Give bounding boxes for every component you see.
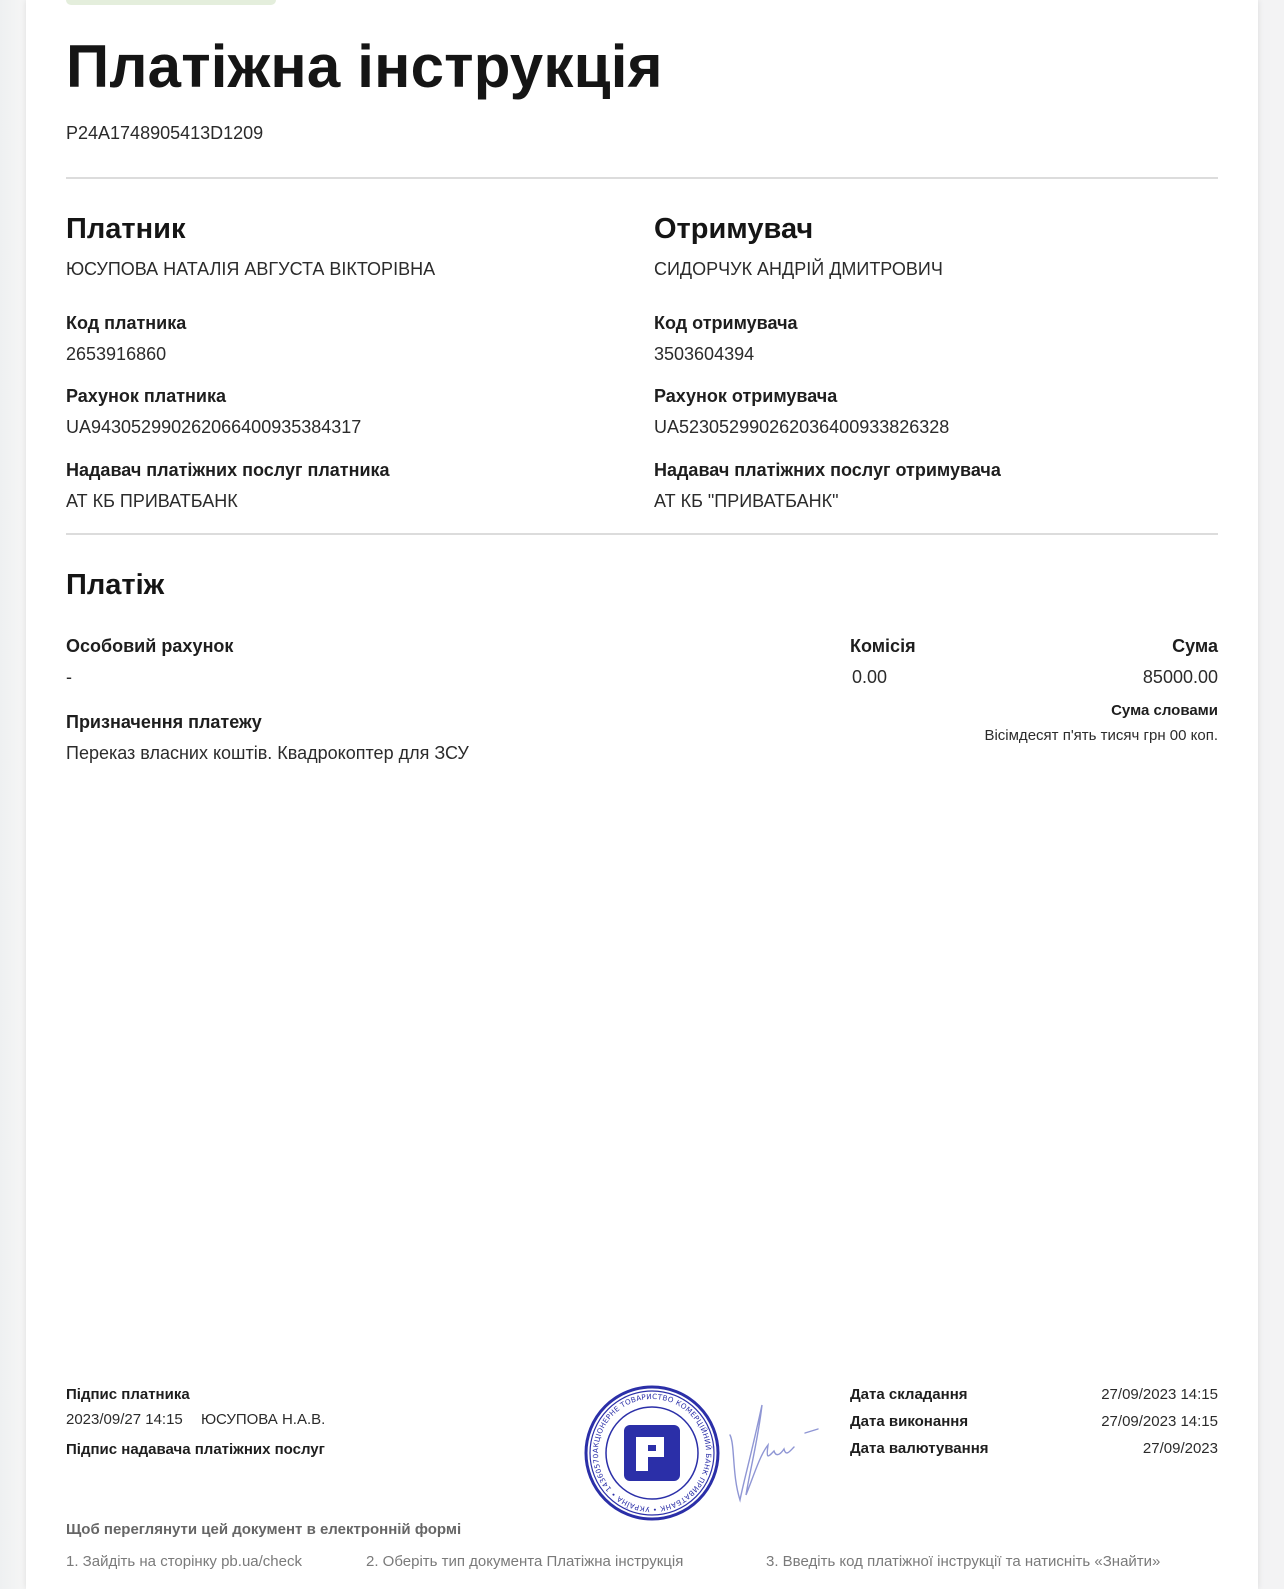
top-tab-decoration — [66, 0, 276, 5]
recipient-account-label: Рахунок отримувача — [654, 386, 838, 406]
recipient-heading: Отримувач — [654, 213, 814, 245]
date-value-value: 27/09/2023 — [1142, 1440, 1218, 1457]
document-title: Платіжна інструкція — [66, 33, 663, 100]
date-executed-label: Дата виконання — [850, 1413, 969, 1430]
commission-label: Комісія — [850, 636, 916, 656]
amount-value: 85000.00 — [1142, 667, 1218, 687]
personal-account-label: Особовий рахунок — [66, 636, 234, 656]
commission-value: 0.00 — [852, 667, 888, 687]
payer-signature-datetime: 2023/09/27 14:15 — [66, 1411, 183, 1428]
provider-signature-label: Підпис надавача платіжних послуг — [66, 1441, 325, 1458]
recipient-name: СИДОРЧУК АНДРІЙ ДМИТРОВИЧ — [654, 259, 943, 279]
purpose-label: Призначення платежу — [66, 712, 262, 732]
amount-label: Сума — [1172, 636, 1218, 656]
footer-step-3: 3. Введіть код платіжної інструкції та натисніть «Знайти» — [766, 1553, 1161, 1570]
stamp-text: АКЦІОНЕРНЕ ТОВАРИСТВО КОМЕРЦІЙНИЙ БАНК ПРИВАТБАНК • УКРАЇНА • 14360570 — [590, 1391, 714, 1515]
page-left-margin — [0, 0, 26, 1589]
footer-hint: Щоб переглянути цей документ в електронній формі — [66, 1521, 462, 1538]
divider-middle — [66, 533, 1218, 535]
payer-heading: Платник — [66, 213, 186, 245]
payer-name: ЮСУПОВА НАТАЛІЯ АВГУСТА ВІКТОРІВНА — [66, 259, 436, 279]
recipient-code: 3503604394 — [654, 344, 755, 364]
date-created-value: 27/09/2023 14:15 — [1101, 1386, 1218, 1403]
payer-code-label: Код платника — [66, 313, 187, 333]
bank-stamp-seal — [584, 1385, 720, 1521]
recipient-provider-label: Надавач платіжних послуг отримувача — [654, 460, 1001, 480]
date-value-label: Дата валютування — [850, 1440, 989, 1457]
recipient-provider: АТ КБ "ПРИВАТБАНК" — [654, 491, 839, 511]
date-executed-value: 27/09/2023 14:15 — [1101, 1413, 1218, 1430]
personal-account-value: - — [66, 667, 72, 687]
amount-words-value: Вісімдесят п'ять тисяч грн 00 коп. — [984, 727, 1218, 744]
payer-account-label: Рахунок платника — [66, 386, 226, 406]
payer-signature-label: Підпис платника — [66, 1386, 190, 1403]
purpose-value: Переказ власних коштів. Квадрокоптер для ЗСУ — [66, 743, 469, 763]
document-page — [26, 0, 1258, 1589]
footer-step-2: 2. Оберіть тип документа Платіжна інструкція — [366, 1553, 684, 1570]
date-created-label: Дата складання — [850, 1386, 968, 1403]
handwritten-signature — [710, 1385, 840, 1515]
payment-heading: Платіж — [66, 569, 165, 601]
payer-provider: АТ КБ ПРИВАТБАНК — [66, 491, 238, 511]
recipient-account: UA523052990262036400933826328 — [654, 417, 950, 437]
amount-words-label: Сума словами — [1111, 702, 1218, 719]
divider-top — [66, 177, 1218, 179]
payer-account: UA943052990262066400935384317 — [66, 417, 362, 437]
document-id: P24A1748905413D1209 — [66, 123, 264, 143]
payer-signature-name: ЮСУПОВА Н.А.В. — [201, 1411, 326, 1428]
payer-code: 2653916860 — [66, 344, 167, 364]
recipient-code-label: Код отримувача — [654, 313, 798, 333]
footer-step-1: 1. Зайдіть на сторінку pb.ua/check — [66, 1553, 302, 1570]
payer-provider-label: Надавач платіжних послуг платника — [66, 460, 390, 480]
